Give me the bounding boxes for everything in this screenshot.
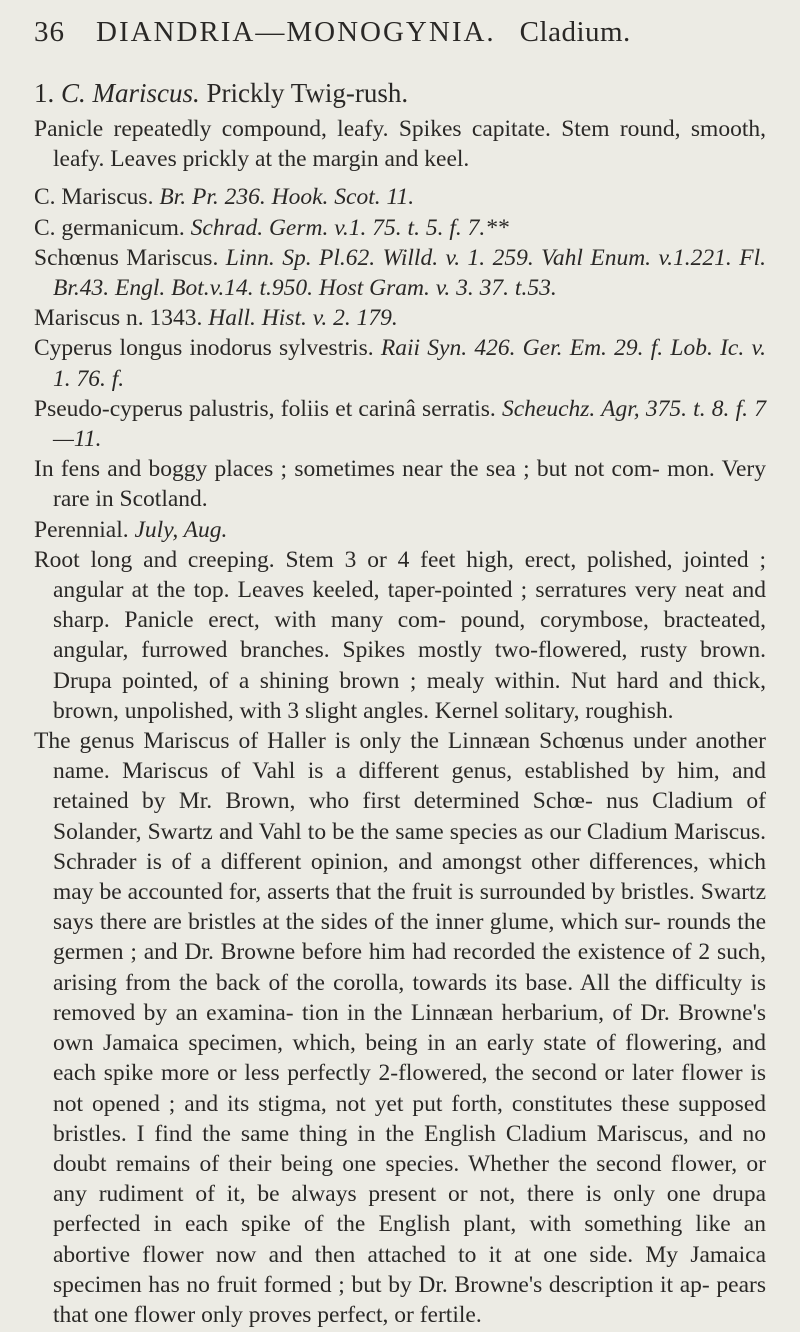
synonym-ref: Linn. Sp. Pl.62. Willd. v. 1. 259. Vahl Enum. v.1.221. Fl. Br.43. Engl. Bot.v.14. t.950. Host Gram. v. 3. 37. t.53. xyxy=(53,244,766,302)
synonym-ref: Br. Pr. 236. Hook. Scot. 11. xyxy=(159,184,415,211)
duration-label: Perennial. xyxy=(34,516,129,543)
duration xyxy=(34,515,766,545)
flowering-season: July, Aug. xyxy=(134,516,228,543)
species-common-name: Prickly Twig-rush. xyxy=(206,78,409,108)
habitat: In fens and boggy places ; sometimes near the sea ; but not com- mon. Very rare in Scotland. xyxy=(34,456,766,513)
synonym-entry xyxy=(34,182,766,212)
running-head xyxy=(34,16,766,60)
synonymy xyxy=(34,182,766,454)
synonym-entry xyxy=(34,333,766,393)
synonym-name: Mariscus n. 1343. xyxy=(34,305,203,332)
species-heading xyxy=(34,78,766,114)
synonym-ref: Schrad. Germ. v.1. 75. t. 5. f. 7.** xyxy=(190,214,509,241)
species-number: 1. xyxy=(34,78,55,108)
diagnosis: Panicle repeatedly compound, leafy. Spikes capitate. Stem round, smooth, leafy. Leaves prickly at the margin and keel. xyxy=(34,116,766,173)
synonym-entry xyxy=(34,394,766,454)
synonym-entry xyxy=(34,213,766,243)
synonym-name: Pseudo-cyperus palustris, foliis et carinâ serratis. xyxy=(34,395,496,422)
synonym-entry xyxy=(34,303,766,333)
description: Root long and creeping. Stem 3 or 4 feet high, erect, polished, jointed ; angular at the top. Leaves keeled, taper-pointed ; serratures very neat and sharp. Panicle erect, with many com- pound, corymbose, bracteated, angular, furrowed branches. Spikes mostly two-flowered, rusty brown. Drupa pointed, of a shining brown ; mealy within. Nut hard and thick, brown, unpolished, with 3 slight angles. Kernel solitary, roughish. xyxy=(34,546,766,724)
note: The genus Mariscus of Haller is only the Linnæan Schœnus under another name. Mariscus of Vahl is a different genus, established by him, and retained by Mr. Brown, who first determined Schœ- nus Cladium of Solander, Swartz and Vahl to be the same species as our Cladium Mariscus. Schrader is of a different opinion, and amongst other differences, which may be accounted for, asserts that the fruit is surrounded by bristles. Swartz says there are bristles at the sides of the inner glume, which sur- rounds the germen ; and Dr. Browne before him had recorded the existence of 2 such, arising from the back of the corolla, towards its base. All the difficulty is removed by an examina- tion in the Linnæan herbarium, of Dr. Browne's own Jamaica specimen, which, being in an early state of flowering, and each spike more or less perfectly 2-flowered, the second or later flower is not opened ; and its stigma, not yet put forth, constitutes these supposed bristles. I find the same thing in the English Cladium Mariscus, and no doubt remains of their being one species. Whether the second flower, or any rudiment of it, be always present or not, there is only one drupa perfected in each spike of the English plant, with something like an abortive flower now and then attached to it at one side. My Jamaica specimen has no fruit formed ; but by Dr. Browne's description it ap- pears that one flower only proves perfect, or fertile. xyxy=(34,728,766,1328)
synonym-entry xyxy=(34,243,766,303)
synonym-name: Cyperus longus inodorus sylvestris. xyxy=(34,335,374,362)
synonym-name: C. Mariscus. xyxy=(34,184,154,211)
running-genus: Cladium. xyxy=(519,16,631,48)
running-title: DIANDRIA—MONOGYNIA. xyxy=(96,16,496,48)
synonym-ref: Scheuchz. Agr, 375. t. 8. f. 7—11. xyxy=(53,395,766,453)
synonym-name: C. germanicum. xyxy=(34,214,185,241)
species-name: C. Mariscus. xyxy=(61,78,200,108)
synonym-ref: Raii Syn. 426. Ger. Em. 29. f. Lob. Ic. v. 1. 76. f. xyxy=(53,335,767,392)
page-number: 36 xyxy=(34,16,65,48)
synonym-name: Schœnus Mariscus. xyxy=(34,244,219,271)
synonym-ref: Hall. Hist. v. 2. 179. xyxy=(208,305,398,332)
